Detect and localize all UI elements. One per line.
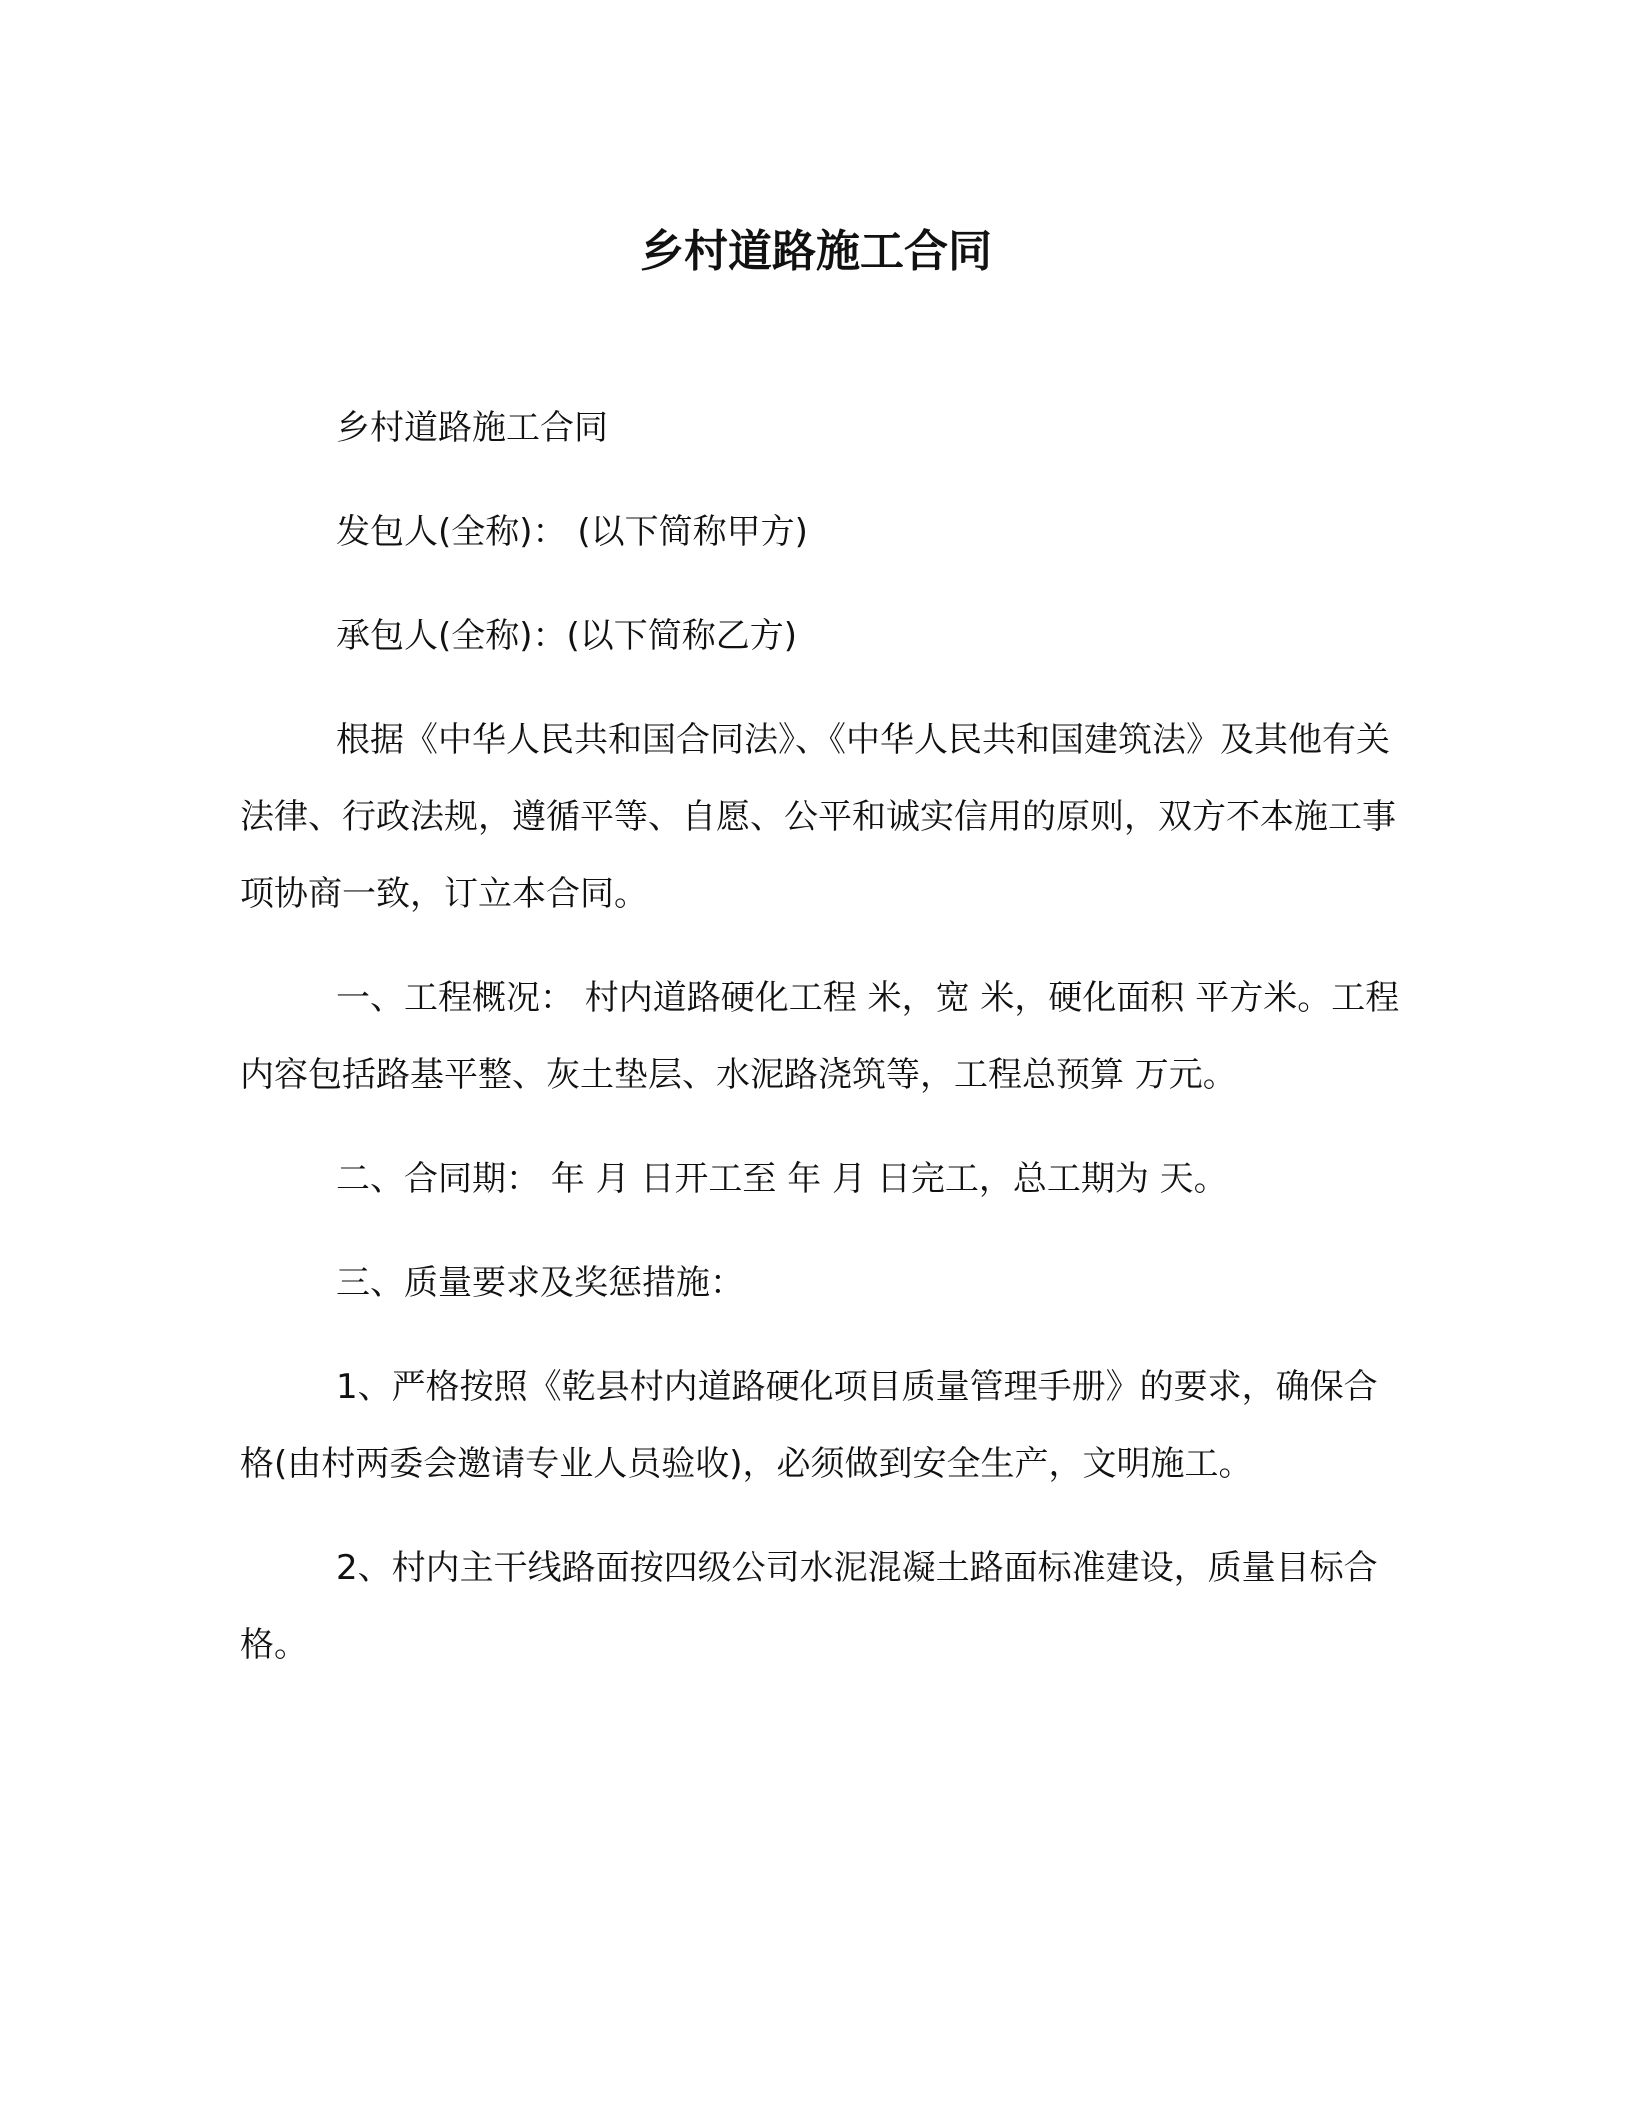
paragraph-contract-period: 二、合同期： 年 月 日开工至 年 月 日完工，总工期为 天。 (336, 1159, 1228, 1199)
paragraph-party-a: 发包人(全称)： (以下简称甲方) (336, 512, 808, 552)
paragraph-subtitle: 乡村道路施工合同 (336, 408, 608, 448)
paragraph-quality-item-2: 2、村内主干线路面按四级公司水泥混凝土路面标准建设，质量目标合格。 (240, 1548, 1378, 1665)
paragraph-party-b: 承包人(全称)：(以下简称乙方) (336, 616, 798, 656)
document-title: 乡村道路施工合同 (640, 226, 992, 277)
paragraph-quality-heading: 三、质量要求及奖惩措施： (336, 1263, 744, 1303)
paragraph-project-overview: 一、工程概况： 村内道路硬化工程 米，宽 米，硬化面积 平方米。工程内容包括路基平整、灰土垫层、水泥路浇筑等，工程总预算 万元。 (240, 978, 1400, 1095)
paragraph-legal-basis: 根据《中华人民共和国合同法》、《中华人民共和国建筑法》及其他有关法律、行政法规，遵循平等、自愿、公平和诚实信用的原则，双方不本施工事项协商一致，订立本合同。 (240, 720, 1396, 914)
document-body (240, 390, 1400, 1711)
paragraph-quality-item-1: 1、严格按照《乾县村内道路硬化项目质量管理手册》的要求，确保合格(由村两委会邀请专业人员验收)，必须做到安全生产，文明施工。 (240, 1367, 1378, 1484)
